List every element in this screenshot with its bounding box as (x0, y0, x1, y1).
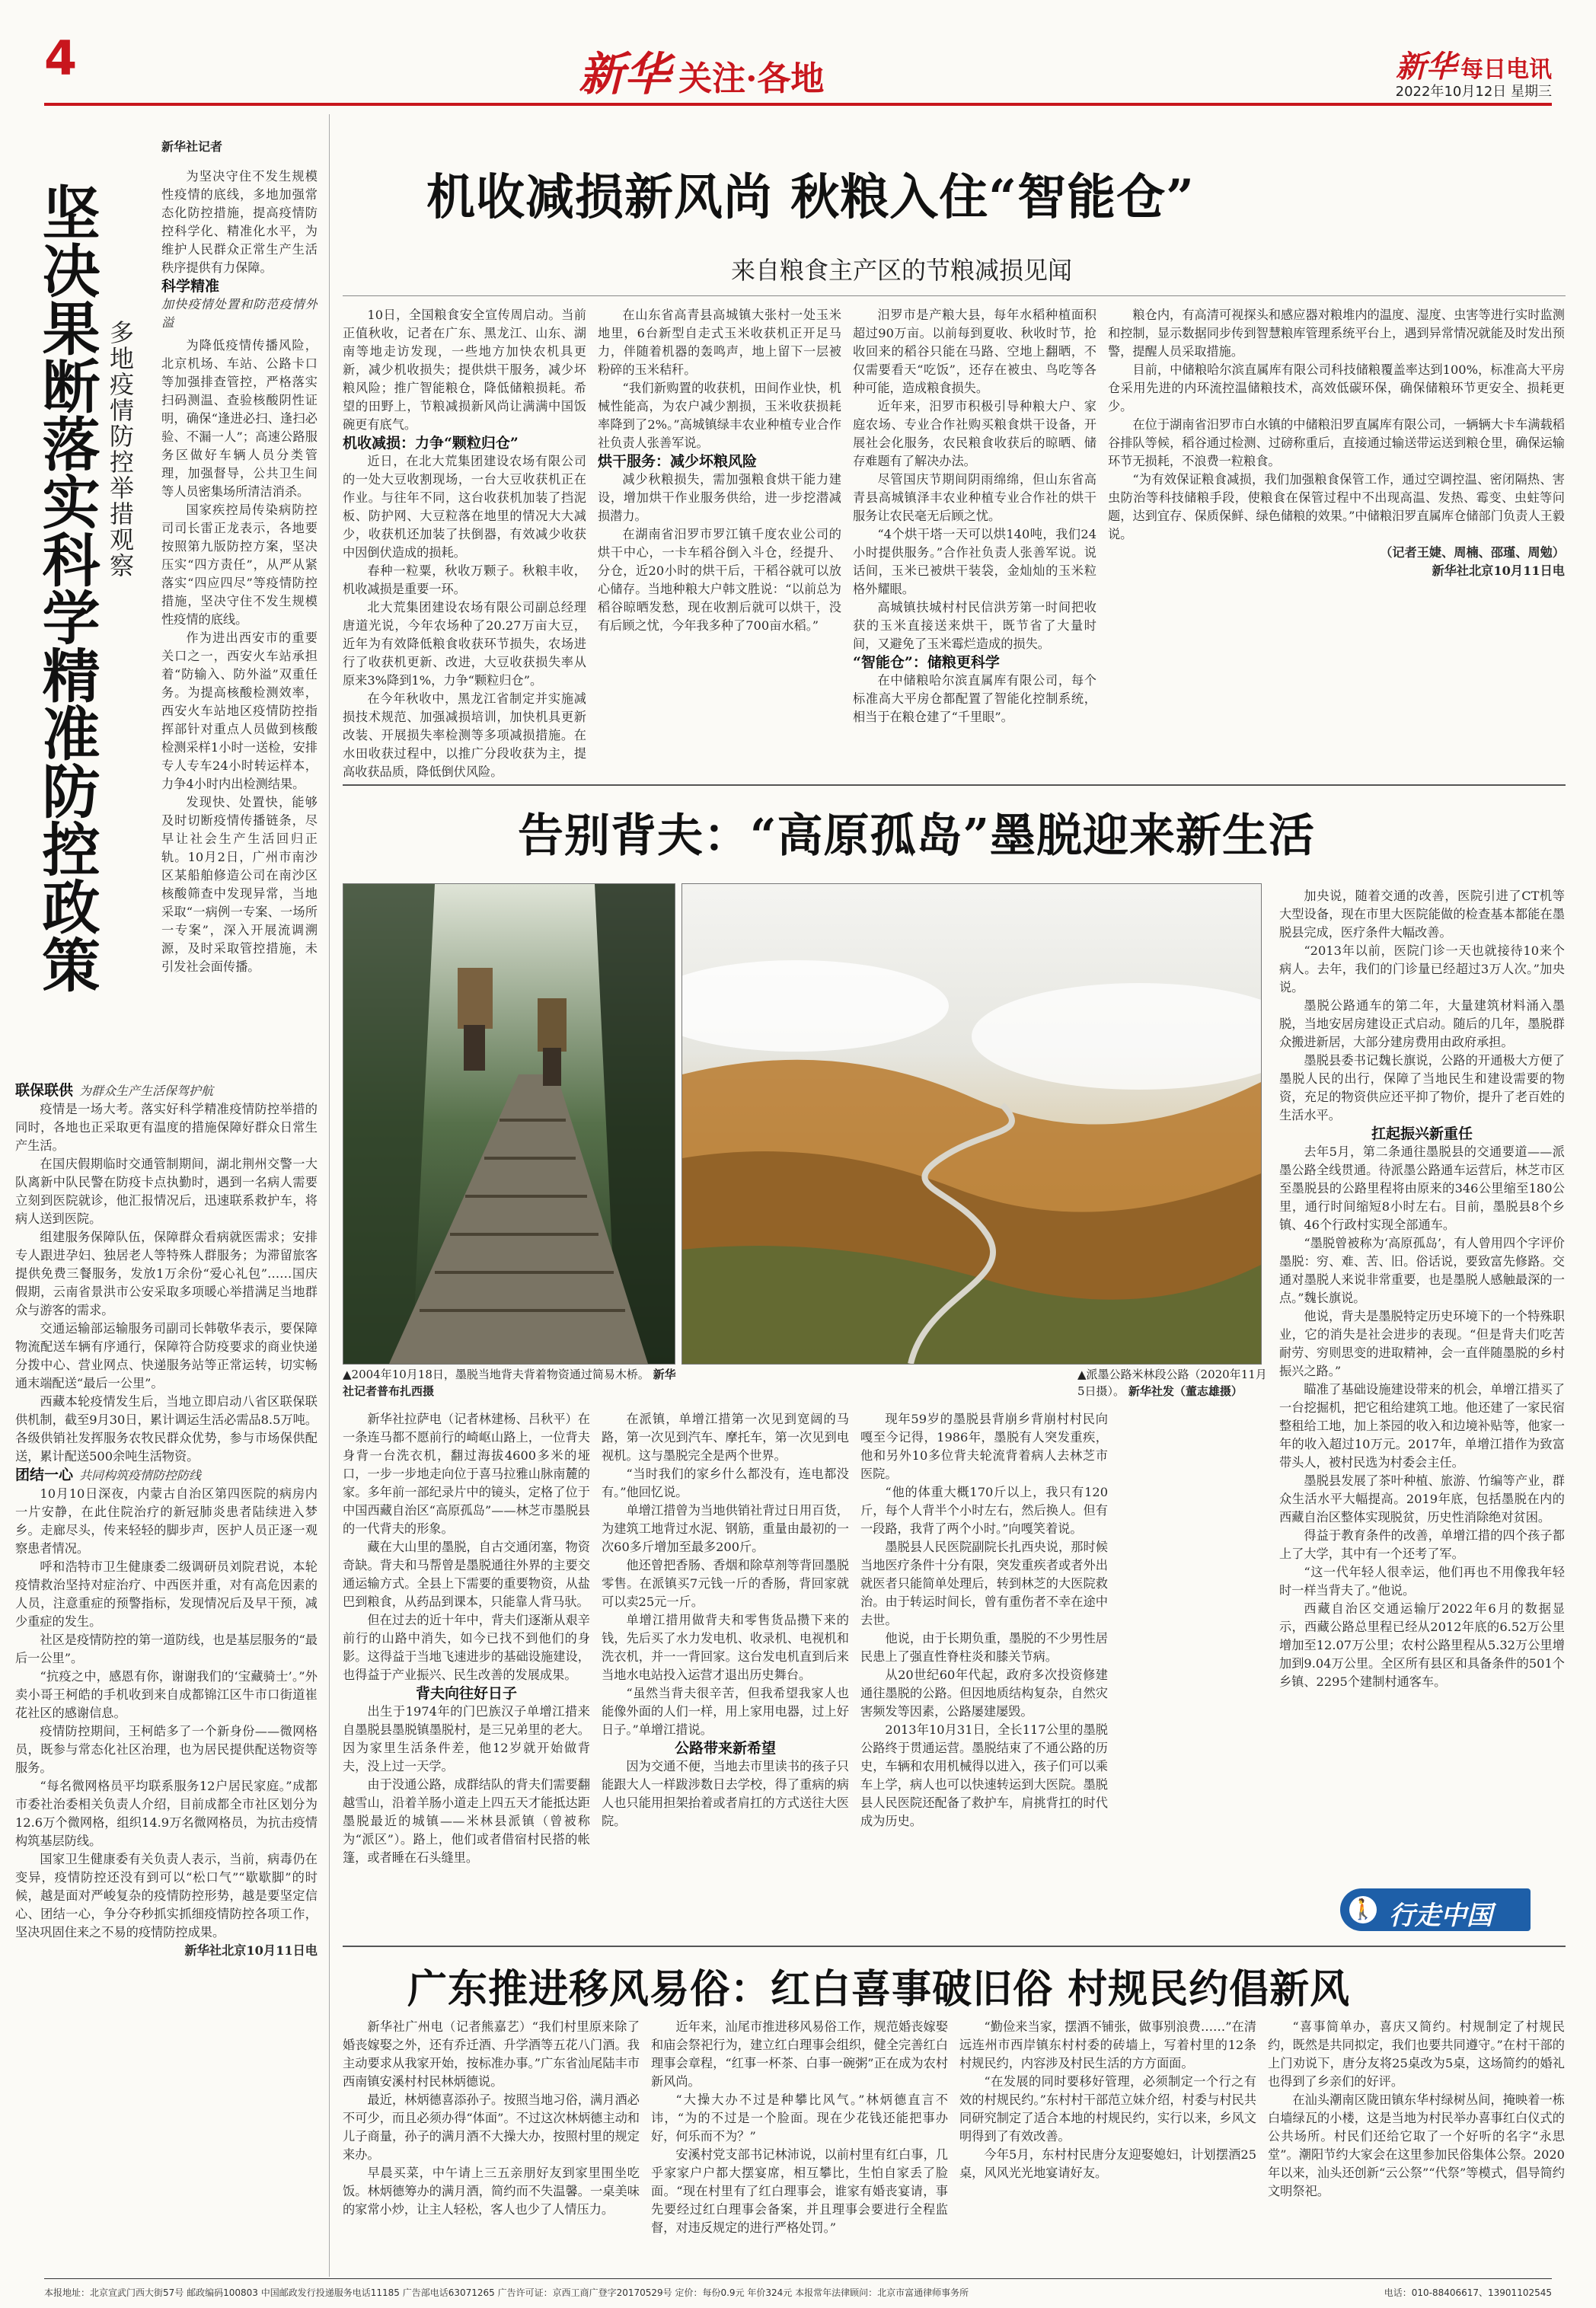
a4-paragraph: 安溪村党支部书记林沛说，以前村里有红白事，几乎家家户户都大摆宴席，相互攀比，生怕自家丢了脸面。“现在村里有了红白理事会，谁家有婚丧宴请，事先要经过红白理事会备案，并且理事会要进行全程监督，对违反规定的进行严格处罚。” (651, 2147, 948, 2235)
a3-col-3 (860, 1410, 1108, 1943)
porters-photo-illustration (343, 884, 675, 1364)
a3-paragraph: 瞄准了基础设施建设带来的机会，单增江措买了一台挖掘机，把它租给建筑工地。他还建了一家民宿整租给工地，加上茶园的收入和边境补贴等，他家一年的收入超过10万元。2017年，单增江措作为致富带头人，被村民选为村委会主任。 (1279, 1382, 1565, 1470)
a3-paragraph: 他还曾把香肠、香烟和除草剂等背回墨脱零售。在派镇买7元钱一斤的香肠，背回家就可以卖25元一斤。 (602, 1558, 849, 1609)
a3-caption-2: ▲派墨公路米林段公路（2020年11月5日摄）。 新华社发（董志雄摄） (1077, 1368, 1267, 1398)
a2-paragraph: 在位于湖南省汨罗市白水镇的中储粮汨罗直属库有限公司，一辆辆大卡车满载稻谷排队等候，稻谷通过检测、过磅称重后，直接通过输送带运送到粮仓里，确保运输环节无损耗，不浪费一粒粮食。 (1108, 417, 1565, 468)
a4-paragraph: 近年来，汕尾市推进移风易俗工作，规范婚丧嫁娶和庙会祭祀行为，建立红白理事会组织，健全完善红白理事会章程，“红事一杯茶、白事一碗粥”正在成为农村新风尚。 (651, 2019, 948, 2089)
a3-headline: 告别背夫：“高原孤岛”墨脱迎来新生活 (518, 809, 1316, 863)
a1-dateline: 新华社北京10月11日电 (184, 1943, 318, 1958)
issue-date: 2022年10月12日 星期三 (1395, 84, 1552, 100)
a3-paragraph: 因为交通不便，当地去市里读书的孩子只能跟大人一样跋涉数日去学校，得了重病的病人也只能用担架抬着或者肩扛的方式送往大医院。 (602, 1759, 849, 1828)
a2-section-1: 机收减损：力争“颗粒归仓” (343, 435, 519, 452)
a3-paragraph: 出生于1974年的门巴族汉子单增江措来自墨脱县墨脱镇墨脱村，是三兄弟里的老大。因为家里生活条件差，他12岁就开始做背夫，没上过一天学。 (343, 1704, 590, 1773)
a1-section-1-sub: 加快疫情处置和防范疫情外溢 (161, 297, 318, 330)
a3-col-2 (602, 1410, 849, 1943)
a3-photo-road (681, 883, 1262, 1365)
a2-rule (343, 295, 1566, 296)
a1-paragraph: 疫情是一场大考。落实好科学精准疫情防控举措的同时，各地也正采取更有温度的措施保障好群众日常生产生活。 (15, 1102, 318, 1153)
a3-paragraph: 墨脱县发展了茶叶种植、旅游、竹编等产业，群众生活水平大幅提高。2019年底，包括墨脱在内的西藏自治区整体实现脱贫，历史性消除绝对贫困。 (1279, 1473, 1565, 1524)
a4-paragraph: “大操大办不过是种攀比风气。”林炳德直言不讳，“为的不过是一个脸面。现在少花钱还能把事办好，何乐而不为？” (651, 2093, 948, 2144)
a3-paragraph: “这一代年轻人很幸运，他们再也不用像我年轻时一样当背夫了。”他说。 (1279, 1565, 1565, 1598)
a4-col-3 (959, 2018, 1256, 2269)
a3-paragraph: 墨脱县委书记魏长旗说，公路的开通极大方便了墨脱人民的出行，保障了当地民生和建设需要的物资，充足的物资供应还平抑了物价，提升了老百姓的生活水平。 (1279, 1053, 1565, 1122)
a3-paragraph: 他说，由于长期负重，墨脱的不少男性居民患上了强直性脊柱炎和膝关节病。 (860, 1631, 1108, 1664)
a3-paragraph: “2013年以前，医院门诊一天也就接待10来个病人。去年，我们的门诊量已经超过3万人次。”加央说。 (1279, 943, 1565, 994)
a3-paragraph: “当时我们的家乡什么都没有，连电都没有。”他回忆说。 (602, 1467, 849, 1499)
column-badge (1340, 1888, 1531, 1931)
paper-name: 每日电讯 (1460, 56, 1552, 83)
mountain-road-photo-illustration (682, 884, 1261, 1364)
a1-paragraph: 西藏本轮疫情发生后，当地立即启动八省区联保联供机制，截至9月30日，累计调运生活必需品8.5万吨。各级供销社发挥服务农牧民群众优势，参与市场保供配送，累计配送500余吨生活物资。 (15, 1394, 318, 1464)
a1-paragraph: 社区是疫情防控的第一道防线，也是基层服务的“最后一公里”。 (15, 1633, 318, 1665)
a1-paragraph: 国家卫生健康委有关负责人表示，当前，病毒仍在变异，疫情防控还没有到可以“松口气”“歇歇脚”的时候，越是面对严峻复杂的疫情防控形势，越是要坚定信心、团结一心，争分夺秒抓实抓细疫情防控各项工作，坚决巩固住来之不易的疫情防控成果。 (15, 1852, 318, 1939)
a2-paragraph: 高城镇扶城村村民信洪芳第一时间把收获的玉米直接送来烘干，既节省了大量时间，又避免了玉米霉烂造成的损失。 (853, 600, 1096, 651)
column-divider (329, 114, 330, 2277)
a4-paragraph: “喜事简单办，喜庆又简约。村规制定了村规民约，既然是共同拟定，我们也要共同遵守。”在村干部的上门劝说下，唐分友将25桌改为5桌，这场简约的婚礼也得到了乡亲们的好评。 (1268, 2019, 1565, 2089)
a2-col-3 (853, 306, 1096, 778)
a1-column-narrow (161, 168, 318, 1066)
a1-paragraph: 组建服务保障队伍，保障群众看病就医需求；安排专人跟进孕妇、独居老人等特殊人群服务；为滞留旅客提供免费三餐服务，发放1万余份“爱心礼包”……国庆假期，云南省景洪市公安采取多项暖心举措满足当地群众与游客的需求。 (15, 1230, 318, 1317)
page-number: 4 (44, 30, 78, 86)
a2-subheadline: 来自粮食主产区的节粮减损见闻 (731, 256, 1073, 285)
a2-credits: （记者王婕、周楠、邵瑾、周勉） (1380, 545, 1565, 560)
a2-paragraph: 近日，在北大荒集团建设农场有限公司的一处大豆收割现场，一台大豆收获机正在作业。与往年不同，这台收获机加装了挡泥板、防护网、大豆粒落在地里的情况大大减少，收获机还加装了扶倒器，有效减少收获中因倒伏造成的损耗。 (343, 454, 586, 560)
a1-paragraph: “抗疫之中，感恩有你，谢谢我们的‘宝藏骑士’。”外卖小哥王柯皓的手机收到来自成都锦江区牛市口街道崔花社区的感谢信息。 (15, 1669, 318, 1720)
a4-col-2 (651, 2018, 948, 2269)
a1-section-3: 团结一心 共同构筑疫情防控防线 (15, 1467, 202, 1483)
a1-paragraph: 呼和浩特市卫生健康委二级调研员刘院君说，本轮疫情救治坚持对症治疗、中西医并重，对有高危因素的人员，注意重症的预警指标，发现情况后及早干预，减少重症的发生。 (15, 1559, 318, 1629)
a1-lead: 为坚决守住不发生规模性疫情的底线，多地加强常态化防控措施，提高疫情防控科学化、精准化水平，为维护人民群众正常生产生活秩序提供有力保障。 (161, 169, 318, 275)
badge-label: 行走中国 (1389, 1901, 1492, 1931)
a3-paragraph: 墨脱公路通车的第二年，大量建筑材料涌入墨脱，当地安居房建设正式启动。随后的几年，墨脱群众搬进新居，大部分建房费用由政府承担。 (1279, 998, 1565, 1049)
a1-paragraph: 交通运输部运输服务司副司长韩敬华表示，要保障物流配送车辆有序通行，保障符合防疫要求的商业快递分拨中心、营业网点、快递服务站等正常运转，切实畅通末端配送“最后一公里”。 (15, 1321, 318, 1390)
a3-paragraph: 他说，背夫是墨脱特定历史环境下的一个特殊职业，它的消失是社会进步的表现。“但是背夫们吃苦耐劳、穷则思变的进取精神，会一直伴随墨脱的乡村振兴之路。” (1279, 1309, 1565, 1378)
a4-col-4 (1268, 2018, 1565, 2269)
section-rule (343, 1946, 1566, 1947)
a2-paragraph: 在湖南省汨罗市罗江镇千度农业公司的烘干中心，一卡车稻谷倒入斗仓，经提升、分仓，近20小时的烘干后，干稻谷就可以放心储存。当地种粮大户韩文胜说：“以前总为稻谷晾晒发愁，现在收割后就可以烘干，没有后顾之忧，今年我多种了700亩水稻。” (598, 527, 841, 633)
brand-logo: 新华 (579, 48, 670, 101)
a2-paragraph: 春种一粒粟，秋收万颗子。秋粮丰收，机收减损是重要一环。 (343, 563, 586, 596)
a3-paragraph: 在派镇，单增江措第一次见到宽阔的马路，第一次见到汽车、摩托车，第一次见到电视机。这与墨脱完全是两个世界。 (602, 1412, 849, 1463)
a2-headline: 机收减损新风尚 秋粮入住“智能仓” (426, 169, 1195, 226)
a1-section-1: 科学精准 (161, 278, 220, 295)
a2-dateline: 新华社北京10月11日电 (1432, 563, 1565, 578)
masthead-rule (44, 103, 1552, 106)
a3-paragraph: 墨脱县人民医院副院长扎西央说，那时候当地医疗条件十分有限，突发重疾者或者外出就医者只能简单处理后，转到林芝的大医院救治。由于转运时间长，曾有重伤者不幸在途中去世。 (860, 1540, 1108, 1627)
a4-paragraph: 最近，林炳德喜添孙子。按照当地习俗，满月酒必不可少，而且必须办得“体面”。不过这次林炳德主动和儿子商量，孙子的满月酒不大操大办，按照村里的规定来办。 (343, 2093, 640, 2162)
paper-brand (1396, 43, 1552, 86)
a3-paragraph: 但在过去的近十年中，背夫们逐渐从艰辛前行的山路中消失，如今已找不到他们的身影。这得益于当地飞速进步的基础设施建设，也得益于产业振兴、民生改善的发展成果。 (343, 1613, 590, 1682)
a3-paragraph: 得益于教育条件的改善，单增江措的四个孩子都上了大学，其中有一个还考了军。 (1279, 1528, 1565, 1561)
a1-paragraph: 发现快、处置快，能够及时切断疫情传播链条，尽早让社会生产生活回归正轨。10月2日，广州市南沙区某船舶修造公司在南沙区核酸筛查中发现异常，当地采取“一病例一专案、一场所一专案”，深入开展流调溯源，及时采取管控措施，未引发社会面传播。 (161, 795, 318, 974)
a4-paragraph: 早晨买菜，中午请上三五亲朋好友到家里围坐吃饭。林炳德筹办的满月酒，简约而不失温馨。一桌美味的家常小炒，让主人轻松，客人也少了人情压力。 (343, 2166, 640, 2217)
section-title: 关注·各地 (678, 59, 825, 98)
a3-paragraph: 现年59岁的墨脱县背崩乡背崩村村民向嘎至今记得，1986年，墨脱有人突发重疾，他和另外10多位背夫轮流背着病人去林芝市医院。 (860, 1412, 1108, 1481)
a4-headline: 广东推进移风易俗：红白喜事破旧俗 村规民约倡新风 (407, 1966, 1351, 2013)
a2-paragraph: 在中储粮哈尔滨直属库有限公司，每个标准高大平房仓都配置了智能化控制系统，相当于在粮仓建了“千里眼”。 (853, 673, 1096, 724)
section-rule (343, 784, 1566, 786)
a3-lead: 新华社拉萨电（记者林建杨、吕秋平）在一条连马都不愿前行的崎岖山路上，一位背夫身背一台洗衣机，翻过海拔4600多米的垭口，一步一步地走向位于喜马拉雅山脉南麓的家。多年前一部纪录片中的镜头，定格了位于中国西藏自治区“高原孤岛”——林芝市墨脱县的一代背夫的形象。 (343, 1412, 590, 1536)
a2-paragraph: 北大荒集团建设农场有限公司副总经理唐道光说，今年农场种了20.27万亩大豆，近年为有效降低粮食收获环节损失，农场进行了收获机更新、改进，大豆收获损失率从原来3%降到1%，力争“颗粒归仓”。 (343, 600, 586, 688)
a2-paragraph: 目前，中储粮哈尔滨直属库有限公司科技储粮覆盖率达到100%，标准高大平房仓采用先进的内环流控温储粮技术，高效低碳环保，确保储粮环节更安全、损耗更少。 (1108, 362, 1565, 413)
a4-paragraph: “勤俭来当家，摆酒不铺张，做事别浪费……”在清远连州市西岸镇东村村委的砖墙上，写着村里的12条村规民约，内容涉及村民生活的方方面面。 (959, 2019, 1256, 2070)
a3-paragraph: 藏在大山里的墨脱，自古交通闭塞，物资奇缺。背夫和马帮曾是墨脱通往外界的主要交通运输方式。全县上下需要的重要物资，从盐巴到粮食，从药品到课本，只能靠人背马驮。 (343, 1540, 590, 1609)
a2-paragraph: 粮仓内，有高清可视探头和感应器对粮堆内的温度、湿度、虫害等进行实时监测和控制，显示数据同步传到智慧粮库管理系统平台上，遇到异常情况就能及时发出预警，提醒人员采取措施。 (1108, 308, 1565, 359)
a2-paragraph: 在山东省高青县高城镇大张村一处玉米地里，6台新型自走式玉米收获机正开足马力，伴随着机器的轰鸣声，地上留下一层被粉碎的玉米秸秆。 (598, 308, 841, 377)
a3-paragraph: 西藏自治区交通运输厅2022年6月的数据显示，西藏公路总里程已经从2012年底的6.52万公里增加至12.07万公里；农村公路里程从5.32万公里增加到9.04万公里。全区所有县区和具备条件的501个乡镇、2295个建制村通客车。 (1279, 1601, 1565, 1689)
a1-subheadline: 多地疫情防控举措观察 (106, 320, 135, 579)
a3-col-4 (1279, 887, 1565, 1930)
a2-paragraph: 汨罗市是产粮大县，每年水稻种植面积超过90万亩。以前每到夏收、秋收时节，抢收回来的稻谷只能在马路、空地上翻晒，不仅需要看天“吃饭”，还存在被虫、鸟吃等各种可能，造成粮食损失。 (853, 308, 1096, 395)
a1-paragraph: 在国庆假期临时交通管制期间，湖北荆州交警一大队离新中队民警在防疫卡点执勤时，遇到一名病人需要立刻到医院就诊，他汇报情况后，迅速联系救护车，将病人送到医院。 (15, 1157, 318, 1226)
a3-paragraph: 加央说，随着交通的改善，医院引进了CT机等大型设备，现在市里大医院能做的检查基本都能在墨脱县完成，医疗条件大幅改善。 (1279, 889, 1565, 940)
section-header (579, 38, 824, 104)
a3-paragraph: 单增江措曾为当地供销社背过日用百货，为建筑工地背过水泥、钢筋，重量由最初的一次60多斤增加至最多200斤。 (602, 1503, 849, 1554)
a2-paragraph: 10日，全国粮食安全宣传周启动。当前正值秋收，记者在广东、黑龙江、山东、湖南等地走访发现，一些地方加快农机具更新，减少机收损失；提供烘干服务，减少坏粮风险；推广智能粮仓，降低储粮损耗。希望的田野上，节粮减损新风尚让满满中国饭碗更有底气。 (343, 308, 586, 432)
a2-col-1 (343, 306, 586, 778)
a4-paragraph: 今年5月，东村村民唐分友迎娶媳妇，计划摆酒25桌，风风光光地宴请好友。 (959, 2147, 1256, 2180)
a2-paragraph: 减少秋粮损失，需加强粮食烘干能力建设，增加烘干作业服务供给，进一步挖潜减损潜力。 (598, 472, 841, 523)
a1-paragraph: “每名微网格员平均联系服务12户居民家庭。”成都市委社治委相关负责人介绍，目前成都全市社区划分为12.6万个微网格，组织14.9万名微网格员，为抗击疫情构筑基层防线。 (15, 1779, 318, 1848)
a3-paragraph: “墨脱曾被称为‘高原孤岛’，有人曾用四个字评价墨脱：穷、难、苦、旧。俗话说，要致富先修路。交通对墨脱人来说非常重要，也是墨脱人感触最深的一点。”魏长旗说。 (1279, 1236, 1565, 1305)
a2-section-3: “智能仓”：储粮更科学 (853, 654, 1000, 671)
a1-paragraph: 为降低疫情传播风险，北京机场、车站、公路卡口等加强排查管控，严格落实扫码测温、查验核酸阴性证明，确保“逢进必扫、逢扫必验、不漏一人”；高速公路服务区做好车辆人员分类管理，加强督导，公共卫生间等人员密集场所清洁消杀。 (161, 338, 318, 499)
a4-paragraph: 在汕头潮南区陇田镇东华村绿树丛间，掩映着一栋白墙绿瓦的小楼，这是当地为村民举办喜事红白仪式的公共场所。村民们还给它取了一个好听的名字“永思堂”。潮阳节约大家会在这里参加民俗集体公祭。2020年以来，汕头还创新“云公祭”“代祭”等模式，倡导简约文明祭祀。 (1268, 2093, 1565, 2198)
a3-paragraph: “他的体重大概170斤以上，我只有120斤，每个人背半个小时左右，然后换人。但有一段路，我背了两个小时。”向嘎笑着说。 (860, 1485, 1108, 1536)
a3-section-3: 扛起振兴新重任 (1371, 1125, 1473, 1142)
a3-section-1: 背夫向往好日子 (415, 1685, 517, 1702)
a3-photo-porters (343, 883, 675, 1365)
paper-logo: 新华 (1395, 49, 1457, 85)
a2-paragraph: 近年来，汨罗市积极引导种粮大户、家庭农场、专业合作社购买粮食烘干设备，开展社会化服务，农民粮食收获后的晾晒、储存难题有了解决办法。 (853, 399, 1096, 468)
a3-paragraph: 从20世纪60年代起，政府多次投资修建通往墨脱的公路。但因地质结构复杂，自然灾害频发等因素，公路屡建屡毁。 (860, 1668, 1108, 1719)
a4-paragraph: “在发展的同时要移好管理，必须制定一个行之有效的村规民约。”东村村干部范立妹介绍，村委与村民共同研究制定了适合本地的村规民约，实行以来，乡风文明得到了有效改善。 (959, 2074, 1256, 2144)
a2-paragraph: “为有效保证粮食减损，我们加强粮食保管工作，通过空调控温、密闭隔热、害虫防治等科技储粮手段，使粮食在保管过程中不出现高温、发热、霉变、虫蛀等问题，达到宜存、保质保鲜、绿色储粮的效果。”中储粮汨罗直属库仓储部门负责人王毅说。 (1108, 472, 1565, 541)
a1-paragraph: 作为进出西安市的重要关口之一，西安火车站承担着“防输入、防外溢”双重任务。为提高核酸检测效率，西安火车站地区疫情防控指挥部针对重点人员做到核酸检测采样1小时一送检，安排专人专车24小时转运样本，力争4小时内出检测结果。 (161, 630, 318, 791)
a3-paragraph: 去年5月，第二条通往墨脱县的交通要道——派墨公路全线贯通。待派墨公路通车运营后，林芝市区至墨脱县的公路里程将由原来的346公里缩至180公里，通行时间缩短8小时左右。目前，墨脱县8个乡镇、46个行政村实现全部通车。 (1279, 1144, 1565, 1232)
a1-headline: 坚决果断落实科学精准防控政策 (33, 183, 101, 993)
a4-lead: 新华社广州电（记者熊嘉艺）“我们村里原来除了婚丧嫁娶之外，还有乔迁酒、升学酒等五花八门酒。我主动要求从我家开始，按标准办事。”广东省汕尾陆丰市西南镇安溪村村民林炳德说。 (343, 2019, 640, 2089)
a1-section-2: 联保联供 为群众生产生活保驾护航 (15, 1082, 214, 1099)
a3-section-2: 公路带来新希望 (674, 1740, 776, 1757)
a2-paragraph: 尽管国庆节期间阴雨绵绵，但山东省高青县高城镇泽丰农业种植专业合作社的烘干服务让农民毫无后顾之忧。 (853, 472, 1096, 523)
a1-paragraph: 疫情防控期间，王柯皓多了一个新身份——微网格员，既参与常态化社区治理，也为居民提供配送物资等服务。 (15, 1724, 318, 1775)
a3-caption-1: ▲2004年10月18日，墨脱当地背夫背着物资通过简易木桥。 新华社记者普布扎西摄 (343, 1368, 676, 1398)
footer-phone: 电话：010-88406617、13901102545 (1384, 2287, 1552, 2298)
a2-col-2 (598, 306, 841, 778)
walker-icon: 🚶 (1349, 1896, 1377, 1923)
a3-paragraph: 由于没通公路，成群结队的背夫们需要翻越雪山，沿着羊肠小道走上四五天才能抵达距墨脱最近的城镇——米林县派镇（曾被称为“派区”）。路上，他们或者借宿村民搭的帐篷，或者睡在石头缝里。 (343, 1777, 590, 1865)
footer-info: 本报地址：北京宣武门西大街57号 邮政编码100803 中国邮政发行投递服务电话11185 广告部电话63071265 广告许可证：京西工商广登字20170529号 定价：每份0.9元 年价324元 本报常年法律顾问：北京市富通律师事务所 (44, 2287, 969, 2298)
a2-paragraph: 在今年秋收中，黑龙江省制定并实施减损技术规范、加强减损培训，加快机具更新改装、开展损失率检测等多项减损措施。在水田收获过程中，以推广分段收获为主，提高收获品质，降低倒伏风险。 (343, 691, 586, 778)
a3-paragraph: 2013年10月31日，全长117公里的墨脱公路终于贯通运营。墨脱结束了不通公路的历史，车辆和农用机械得以进入，孩子们可以乘车上学，病人也可以快速转运到大医院。墨脱县人民医院还配备了救护车，肩挑背扛的时代成为历史。 (860, 1722, 1108, 1828)
a3-paragraph: “虽然当背夫很辛苦，但我希望我家人也能像外面的人们一样，用上家用电器，过上好日子。”单增江措说。 (602, 1686, 849, 1737)
a3-paragraph: 单增江措用做背夫和零售货品攒下来的钱，先后买了水力发电机、收录机、电视机和洗衣机，并一一背回家。这台发电机直到后来当地水电站投入运营才退出历史舞台。 (602, 1613, 849, 1682)
a2-col-4 (1108, 306, 1565, 778)
a1-byline: 新华社记者 (161, 139, 223, 154)
a1-paragraph: 10月10日深夜，内蒙古自治区第四医院的病房内一片安静，在此住院治疗的新冠肺炎患者陆续进入梦乡。走廊尽头，传来轻轻的脚步声，医护人员正逐一观察患者情况。 (15, 1486, 318, 1556)
a1-column-wide (15, 1081, 318, 2284)
a2-section-2: 烘干服务：减少坏粮风险 (598, 453, 758, 470)
a2-paragraph: “4个烘干塔一天可以烘140吨，我们24小时提供服务。”合作社负责人张善军说。说话间，玉米已被烘干装袋，金灿灿的玉米粒格外耀眼。 (853, 527, 1096, 596)
a2-paragraph: “我们新购置的收获机，田间作业快，机械性能高，为农户减少割损，玉米收获损耗率降到了2%。”高城镇绿丰农业种植专业合作社负责人张善军说。 (598, 381, 841, 450)
a4-col-1 (343, 2018, 640, 2269)
a1-paragraph: 国家疾控局传染病防控司司长雷正龙表示，各地要按照第九版防控方案，坚决压实“四方责任”，从严从紧落实“四应四尽”等疫情防控措施，坚决守住不发生规模性疫情的底线。 (161, 503, 318, 627)
a3-col-1 (343, 1410, 590, 1943)
footer-rule (44, 2278, 1552, 2279)
